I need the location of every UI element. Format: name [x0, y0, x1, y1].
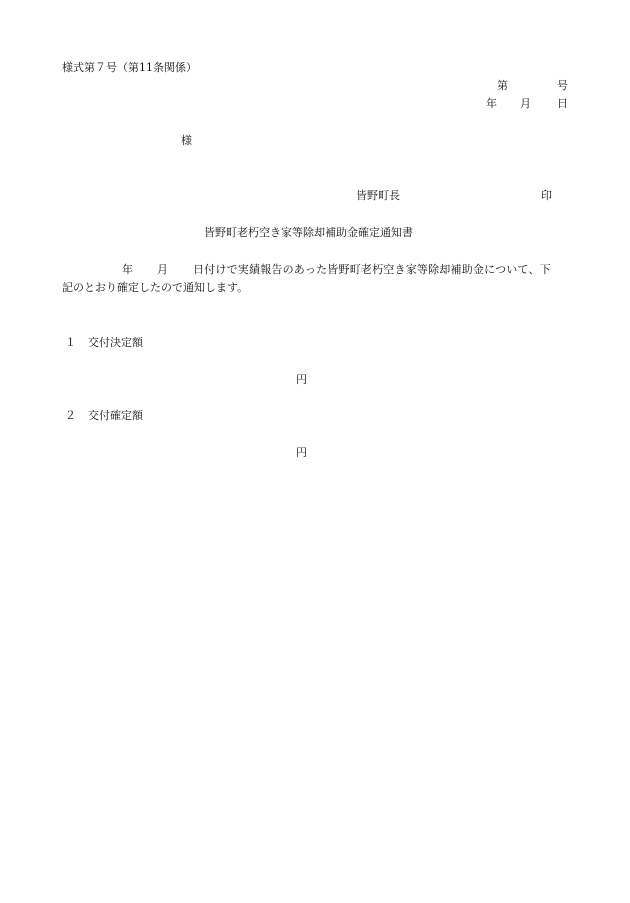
- body-line-1: 日付けで実績報告のあった皆野町老朽空き家等除却補助金について、下: [193, 263, 551, 276]
- issuer-title: 皆野町長: [356, 189, 400, 202]
- item-label: 交付確定額: [88, 409, 143, 422]
- body-line-2: 記のとおり確定したので通知します。: [62, 281, 249, 294]
- item-number: １: [65, 336, 76, 349]
- doc-number-go: 号: [557, 79, 568, 92]
- body-month: 月: [157, 263, 168, 276]
- issue-date-day: 日: [557, 97, 568, 110]
- doc-number-dai: 第: [497, 79, 508, 92]
- item-number: ２: [65, 409, 76, 422]
- document-title: 皆野町老朽空き家等除却補助金確定通知書: [204, 226, 413, 239]
- issue-date-year: 年: [486, 97, 497, 110]
- amount-unit: 円: [296, 446, 307, 459]
- form-label: 様式第７号（第11条関係）: [62, 61, 197, 74]
- seal-mark: 印: [541, 189, 552, 202]
- body-year: 年: [122, 263, 133, 276]
- item-label: 交付決定額: [88, 336, 143, 349]
- recipient-honorific: 様: [181, 134, 192, 147]
- issue-date-month: 月: [520, 97, 531, 110]
- amount-unit: 円: [296, 373, 307, 386]
